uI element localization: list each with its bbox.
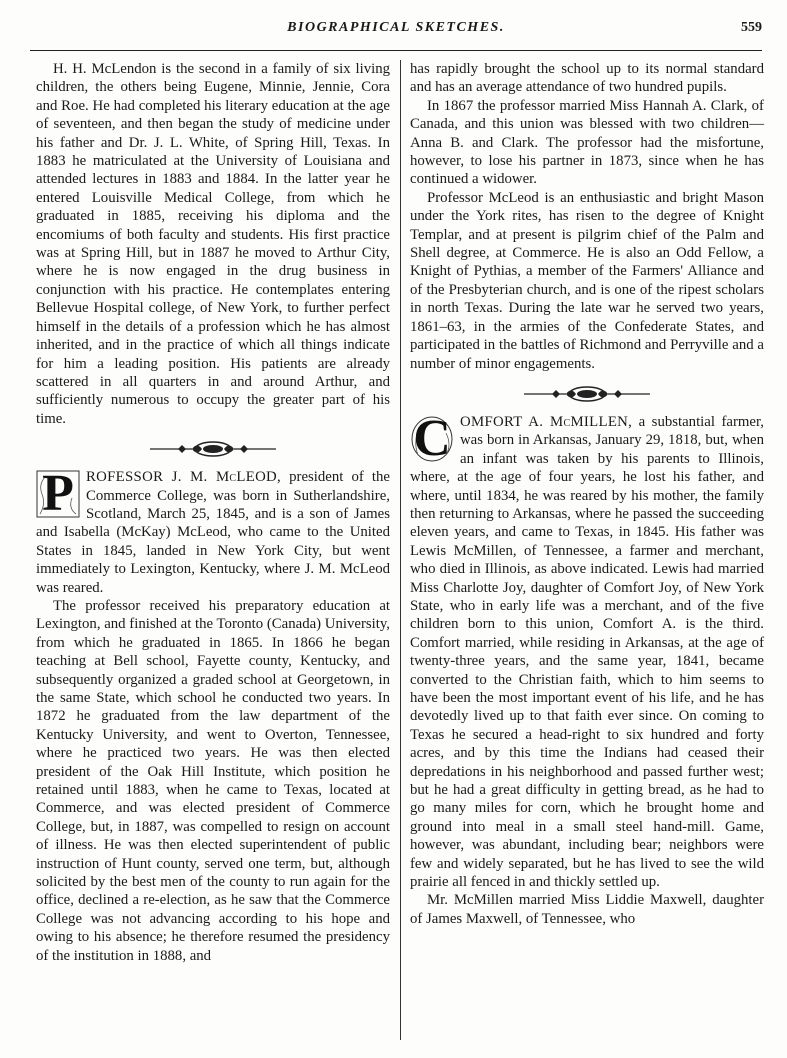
page-header	[30, 20, 762, 46]
left-column	[36, 60, 390, 965]
running-title: BIOGRAPHICAL SKETCHES.	[287, 20, 505, 35]
dropcap-c: C	[410, 415, 454, 463]
sketch-mcmillen	[410, 409, 764, 892]
sketch-mcleod	[36, 465, 390, 597]
paragraph-mcmillen-marriage: Mr. McMillen married Miss Liddie Maxwell, daughter of James Maxwell, of Tennessee, who	[410, 892, 764, 927]
right-column	[410, 60, 764, 928]
section-ornament	[410, 381, 764, 407]
page-number: 559	[741, 20, 762, 35]
paragraph-mcleod-education: The professor received his preparatory education at Lexington, and finished at the Toronto (Canada) University, from which he graduated in 1865. In 1866 he began teaching at Bell school, Fayette county, Kentucky, and subsequently organized a graded school at Georgetown, in the same State, which school he conducted two years. In 1872 he graduated from the law department of the Kentucky University, and went to Overton, Tennessee, where he practiced two years. He was then elected president of the Oak Hill Institute, which position he retained until 1883, when he came to Texas, located at Commerce, and was elected president of Commerce College, but, in 1887, was compelled to resign on account of illness. He was then elected superintendent of public instruction of Hunt county, served one term, but, although solicited by the best men of the county to run again for the office, declined a re-election, as he saw that the Commerce College was not advancing according to his hope and owing to his absence; he therefore resumed the presidency of the institution in 1888, and	[36, 597, 391, 964]
dropcap-p: P	[36, 470, 80, 518]
ornament-icon	[522, 384, 652, 404]
sketch-intro-mcmillen: a substantial farmer, was born in Arkansas, January 29, 1818, but, when an infant was taken by his parents to Illinois, where, at the age of four years, he lost his father, and where, until 1834, he was reared by his mother, the family then returning to Arkansas, where he passed the succeeding eleven years, and came to Texas, in 1845. His father was Lewis McMillen, of Tennessee, a farmer and merchant, who died in Illinois, as above indicated. Lewis had married Miss Charlotte Joy, daughter of Comfort Joy, of New York State, who in early life was a merchant, and of the five children born to this union, Comfort A. is the third. Comfort married, while residing in Arkansas, at the age of twenty-three years, and the same year, 1841, became converted to the Christian faith, which to him seems to have been the most important event of his life, and he has devotedly lived up to that faith ever since. On coming to Texas he secured a head-right to six hundred and forty acres, and by this time the Indians had ceased their depredations in his neighborhood and passed further west; but he had a great difficulty in getting bread, as he had to go many miles for corn, which he brought home and ground into meal in a small steel hand-mill. Game, however, was abundant, including bear; neighbors were few and widely separated, but he has lived to see the wild prairie all fenced in and thickly settled up.	[410, 413, 764, 891]
sketch-name-mcmillen: OMFORT A. McMILLEN,	[460, 413, 633, 430]
ornament-icon	[148, 439, 278, 459]
paragraph-mclendon: H. H. McLendon is the second in a family of six living children, the others being Eugene, Minnie, Jennie, Cora and Roe. He had completed his literary education at the age of seventeen, and then began the study of medicine under his father and Dr. J. L. White, of Spring Hill, Texas. In 1883 he matriculated at the University of Louisiana and attended lectures in 1883 and 1884. In the latter year he entered Louisville Medical College, from which he graduated in 1885, receiving his diploma and the encomiums of both faculty and students. His first practice was at Spring Hill, but in 1887 he moved to Arthur City, where he is now engaged in the drug business in conjunction with his practice. He contemplates entering Bellevue Hospital college, of New York, to further perfect himself in the details of a profession which he has almost inherited, and in the practice of which all things indicate for him a leading position. His patients are already scattered in all quarters in and around Arthur, and sufficiently numerous to occupy the greater part of his time.	[36, 61, 390, 427]
paragraph-mcleod-marriage: In 1867 the professor married Miss Hannah A. Clark, of Canada, and this union was blessed with two children—Anna B. and Clark. The professor had the misfortune, however, to lose his partner in 1873, since when he has continued a widower.	[410, 97, 764, 188]
paragraph-continued: has rapidly brought the school up to its normal standard and has an average attendance of two hundred pupils.	[410, 61, 764, 96]
section-ornament	[36, 436, 390, 462]
header-rule	[30, 50, 762, 51]
paragraph-mcleod-mason: Professor McLeod is an enthusiastic and bright Mason under the York rites, has risen to the degree of Knight Templar, and at present is pilgrim chief of the Palm and Shell degree, at Commerce. He is also an Odd Fellow, a Knight of Pythias, a member of the Farmers' Alliance and of the Presbyterian church, and is one of the ripest scholars in north Texas. During the late war he served two years, 1861–63, in the armies of the Confederate States, and participated in the battles of Richmond and Perryville and a number of minor engagements.	[410, 189, 764, 372]
sketch-intro-mcleod: president of the Commerce College, was born in Sutherlandshire, Scotland, March 25, 1845, and is a son of James and Isabella (McKay) McLeod, who came to the United States in 1845, landed in New York City, but went immediately to Lexington, Kentucky, where J. M. McLeod was reared.	[36, 469, 390, 596]
column-divider	[400, 60, 401, 1040]
sketch-name-mcleod: ROFESSOR J. M. McLEOD,	[86, 469, 282, 486]
